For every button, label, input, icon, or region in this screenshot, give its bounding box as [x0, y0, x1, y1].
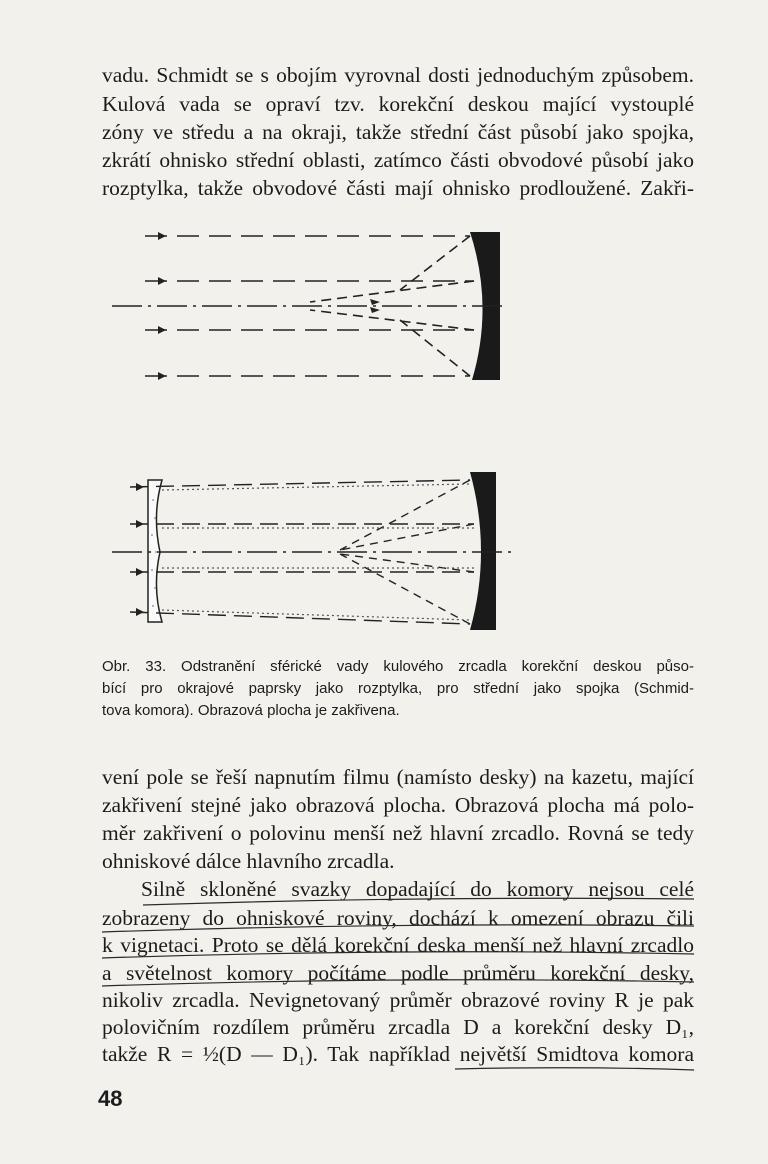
text-line: a světelnost komory počítáme podle průměru korekční desky,	[102, 961, 694, 985]
caption-line: bící pro okrajové paprsky jako rozptylka, pro střední jako spojka (Schmid-	[102, 680, 694, 697]
pen-underline	[102, 925, 694, 932]
caption-line: Obr. 33. Odstranění sférické vady kulového zrcadla korekční deskou půso-	[102, 658, 694, 675]
text-line: nikoliv zrcadla. Nevignetovaný průměr obrazové roviny R je pak	[102, 988, 694, 1012]
text-line: zakřivení stejné jako obrazová plocha. Obrazová plocha má polo-	[102, 793, 694, 817]
text-line: vadu. Schmidt se s obojím vyrovnal dosti jednoduchým způsobem.	[102, 63, 694, 87]
text-line: rozptylka, takže obvodové části mají ohnisko prodloužené. Zakři-	[102, 176, 694, 200]
caption-line: tova komora). Obrazová plocha je zakřivena.	[102, 702, 400, 719]
text-line: takže R = ½(D — D₁). Tak například největší Smidtova komora	[102, 1042, 694, 1066]
text-line: zkrátí ohnisko střední oblasti, zatímco části obvodové působí jako	[102, 148, 694, 172]
pen-underline	[102, 952, 694, 958]
text-line: Kulová vada se opraví tzv. korekční deskou mající vystouplé	[102, 92, 694, 116]
text-line: ohniskové dálce hlavního zrcadla.	[102, 849, 395, 873]
pen-underline	[455, 1068, 694, 1070]
text-line: zobrazeny do ohniskové roviny, dochází k omezení obrazu čili	[102, 906, 694, 930]
page-number: 48	[98, 1086, 123, 1111]
text-line: měr zakřivení o polovinu menší než hlavní zrcadlo. Rovná se tedy	[102, 821, 694, 845]
text-line: k vignetaci. Proto se dělá korekční deska menší než hlavní zrcadlo	[102, 933, 694, 957]
text-line: polovičním rozdílem průměru zrcadla D a korekční desky D₁,	[102, 1015, 694, 1039]
text-line: vení pole se řeší napnutím filmu (namísto desky) na kazetu, mající	[102, 765, 694, 789]
pen-underline	[102, 980, 694, 986]
text-line: Silně skloněné svazky dopadající do komory nejsou celé	[141, 877, 694, 901]
text-line: zóny ve středu a na okraji, takže střední část působí jako spojka,	[102, 120, 694, 144]
pen-underline	[143, 898, 694, 905]
